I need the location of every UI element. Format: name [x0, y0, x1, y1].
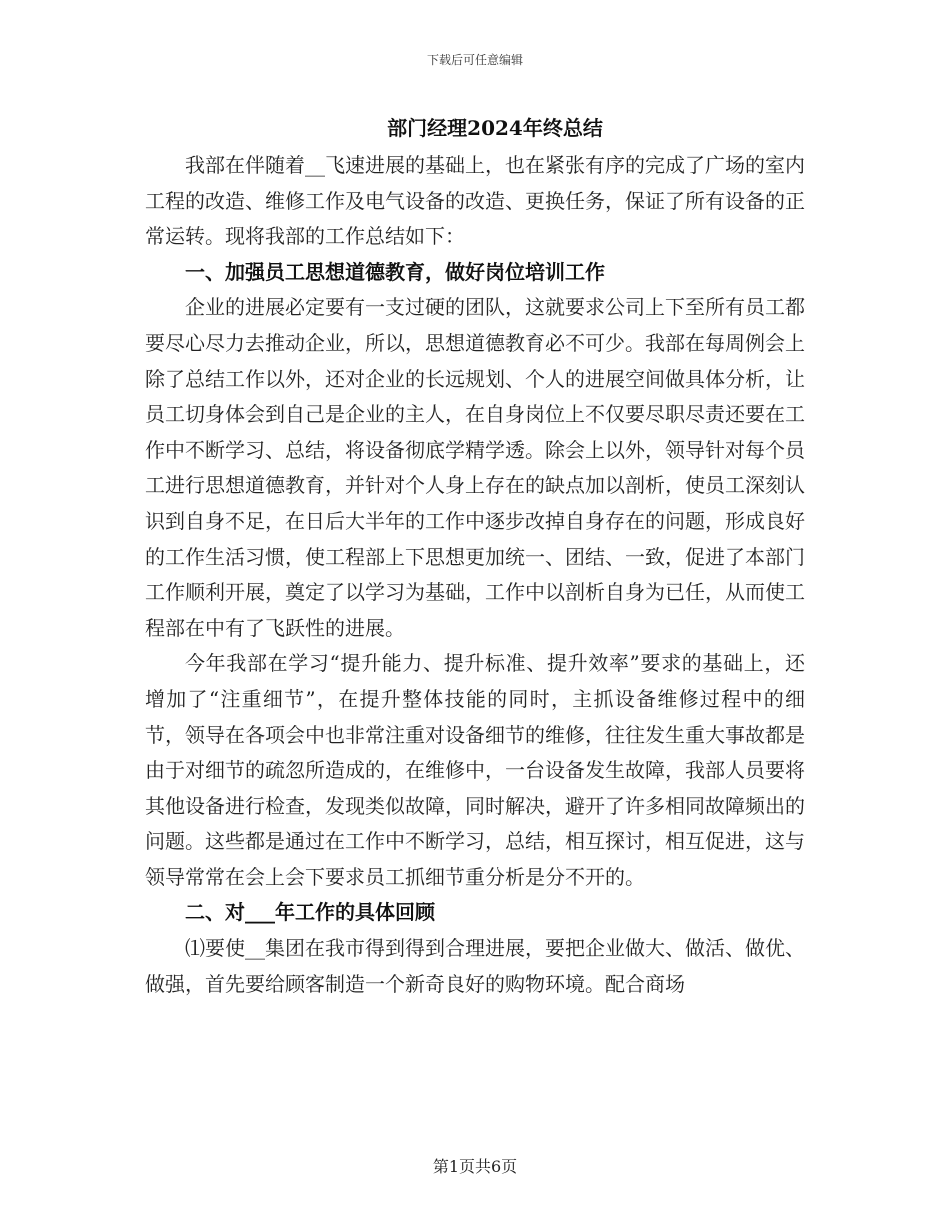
section-1-paragraph-1: 企业的进展必定要有一支过硬的团队，这就要求公司上下至所有员工都要尽心尽力去推动企业，所以，思想道德教育必不可少。我部在每周例会上除了总结工作以外，还对企业的长远规划、个人的进展空间做具体分析，让员工切身体会到自己是企业的主人，在自身岗位上不仅要尽职尽责还要在工作中不断学习、总结，将设备彻底学精学透。除会上以外，领导针对每个员工进行思想道德教育，并针对个人身上存在的缺点加以剖析，使员工深刻认识到自身不足，在日后大半年的工作中逐步改掉自身存在的问题，形成良好的工作生活习惯，使工程部上下思想更加统一、团结、一致，促进了本部门工作顺利开展，奠定了以学习为基础，工作中以剖析自身为已任，从而使工程部在中有了飞跃性的进展。: [145, 295, 805, 640]
section-2-item-1: ⑴要使__集团在我市得到得到合理进展，要把企业做大、做活、做优、做强，首先要给顾客制造一个新奇良好的购物环境。配合商场: [145, 936, 805, 996]
intro-paragraph: 我部在伴随着__飞速进展的基础上，也在紧张有序的完成了广场的室内工程的改造、维修工作及电气设备的改造、更换任务，保证了所有设备的正常运转。现将我部的工作总结如下：: [145, 153, 805, 249]
section-2-heading: 二、对___年工作的具体回顾: [185, 900, 435, 925]
section-1-heading: 一、加强员工思想道德教育，做好岗位培训工作: [185, 259, 605, 284]
document-body: [145, 148, 805, 1002]
page-header-note: 下载后可任意编辑: [426, 53, 523, 67]
document-title: 部门经理2024年终总结: [387, 116, 603, 140]
page-footer-page-number: 第1页共6页: [432, 1157, 518, 1176]
section-1-paragraph-2: 今年我部在学习“提升能力、提升标准、提升效率”要求的基础上，还增加了“注重细节”，在提升整体技能的同时，主抓设备维修过程中的细节，领导在各项会中也非常注重对设备细节的维修，往往发生重大事故都是由于对细节的疏忽所造成的，在维修中，一台设备发生故障，我部人员要将其他设备进行检查，发现类似故障，同时解决，避开了许多相同故障频出的问题。这些都是通过在工作中不断学习，总结，相互探讨，相互促进，这与领导常常在会上会下要求员工抓细节重分析是分不开的。: [145, 651, 805, 889]
